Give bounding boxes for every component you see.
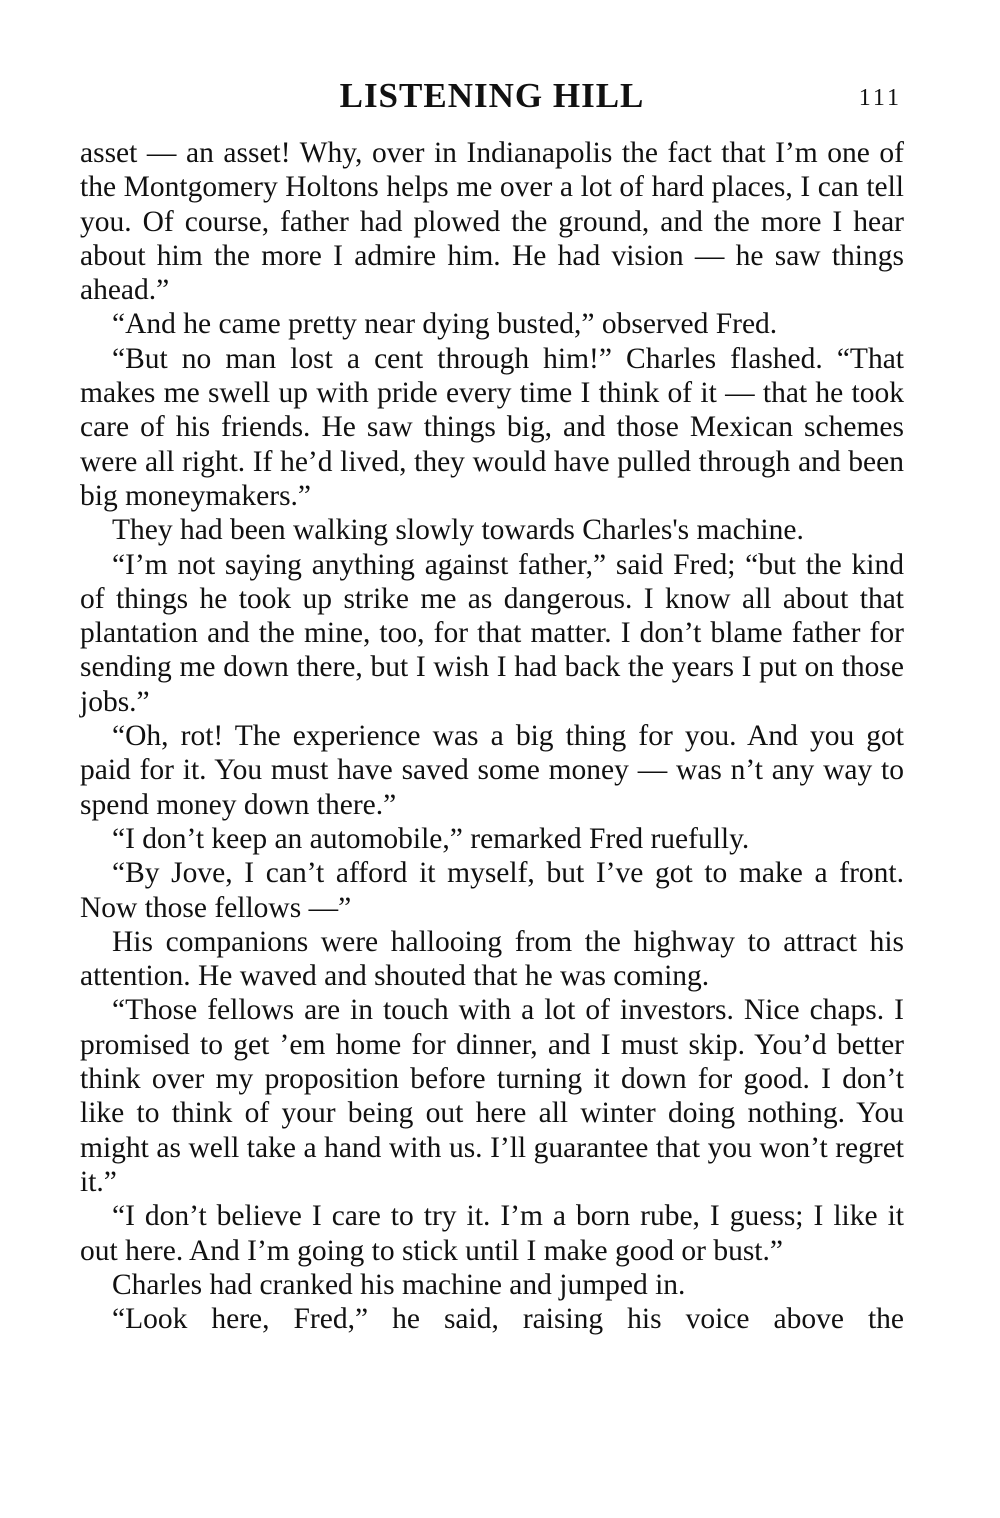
paragraph: “Those fellows are in touch with a lot of investors. Nice chaps. I promised to get ’em home for dinner, and I must skip. You’d better think over my proposition before turning it down for good. I don’t like to think of your being out here all winter doing nothing. You might as well take a hand with us. I’ll guarantee that you won’t regret it.” — [80, 994, 904, 1198]
paragraph: “I’m not saying anything against father,” said Fred; “but the kind of things he took up strike me as dangerous. I know all about that plantation and the mine, too, for that matter. I don’t blame father for sending me down there, but I wish I had back the years I put on those jobs.” — [80, 548, 904, 718]
body-text — [80, 136, 904, 1336]
paragraph: “But no man lost a cent through him!” Charles flashed. “That makes me swell up with pride every time I think of it — that he took care of his friends. He saw things big, and those Mexican schemes were all right. If he’d lived, they would have pulled through and been big moneymakers.” — [80, 342, 904, 512]
paragraph: “I don’t believe I care to try it. I’m a born rube, I guess; I like it out here. And I’m going to stick until I make good or bust.” — [80, 1200, 904, 1267]
page-title: LISTENING HILL — [339, 76, 645, 115]
paragraph: They had been walking slowly towards Charles's machine. — [112, 514, 804, 547]
paragraph: His companions were hallooing from the highway to attract his attention. He waved and shouted that he was coming. — [80, 925, 904, 993]
paragraph: “I don’t keep an automobile,” remarked Fred ruefully. — [112, 822, 750, 855]
paragraph: “Look here, Fred,” he said, raising his voice above the — [112, 1303, 904, 1336]
paragraph: “And he came pretty near dying busted,” observed Fred. — [112, 308, 778, 341]
paragraph: Charles had cranked his machine and jumped in. — [112, 1268, 686, 1301]
paragraph: asset — an asset! Why, over in Indianapolis the fact that I’m one of the Montgomery Holtons helps me over a lot of hard places, I can tell you. Of course, father had plowed the ground, and the more I hear about him the more I admire him. He had vision — he saw things ahead.” — [80, 137, 904, 307]
paragraph: “Oh, rot! The experience was a big thing for you. And you got paid for it. You must have saved some money — was n’t any way to spend money down there.” — [80, 720, 904, 821]
paragraph: “By Jove, I can’t afford it myself, but I’ve got to make a front. Now those fellows —” — [80, 857, 904, 924]
page-number: 111 — [858, 85, 902, 111]
running-head — [80, 74, 904, 118]
